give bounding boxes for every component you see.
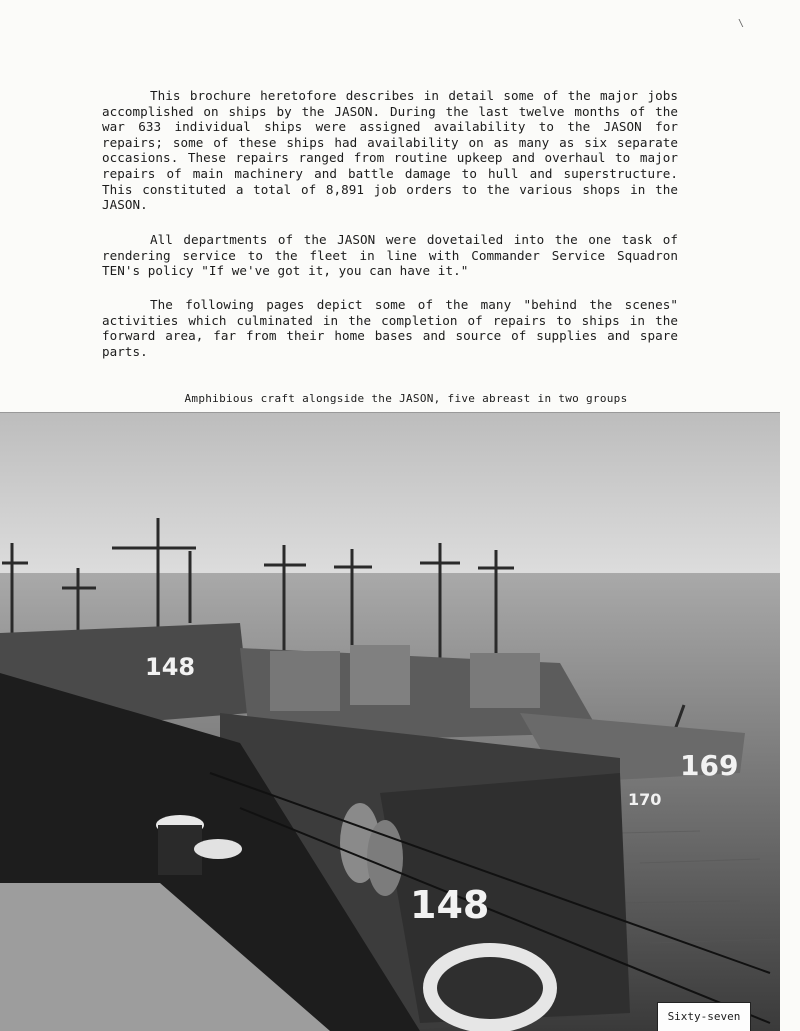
- hull-number-169: 169: [680, 749, 739, 782]
- intro-paragraph: This brochure heretofore describes in detail some of the major jobs accomplished on ships by the JASON. During the last twelve months of the war 633 individual ships were assigned availability to the JASON for repairs; some of these ships had availability on as many as six separate occasions. These repairs ranged from routine upkeep and overhaul to major repairs of main machinery and battle damage to hull and superstructure. This constituted a total of 8,891 job orders to the various shops in the JASON.: [102, 88, 678, 213]
- hull-number-170: 170: [628, 790, 662, 809]
- following-pages-paragraph: The following pages depict some of the many "behind the scenes" activities which culminated in the completion of repairs to ships in the forward area, far from their home bases and source of supplies and spare parts.: [102, 297, 678, 359]
- ships-photograph: [0, 412, 780, 1031]
- photo-caption: Amphibious craft alongside the JASON, five abreast in two groups: [184, 392, 628, 405]
- departments-paragraph: All departments of the JASON were dovetailed into the one task of rendering service to the fleet in line with Commander Service Squadron TEN's policy "If we've got it, you can have it.": [102, 232, 678, 279]
- page-number: Sixty-seven: [657, 1002, 751, 1031]
- hull-number-148-near: 148: [410, 883, 490, 927]
- page-corner-mark: \: [738, 18, 745, 29]
- hull-number-148-far: 148: [145, 653, 196, 681]
